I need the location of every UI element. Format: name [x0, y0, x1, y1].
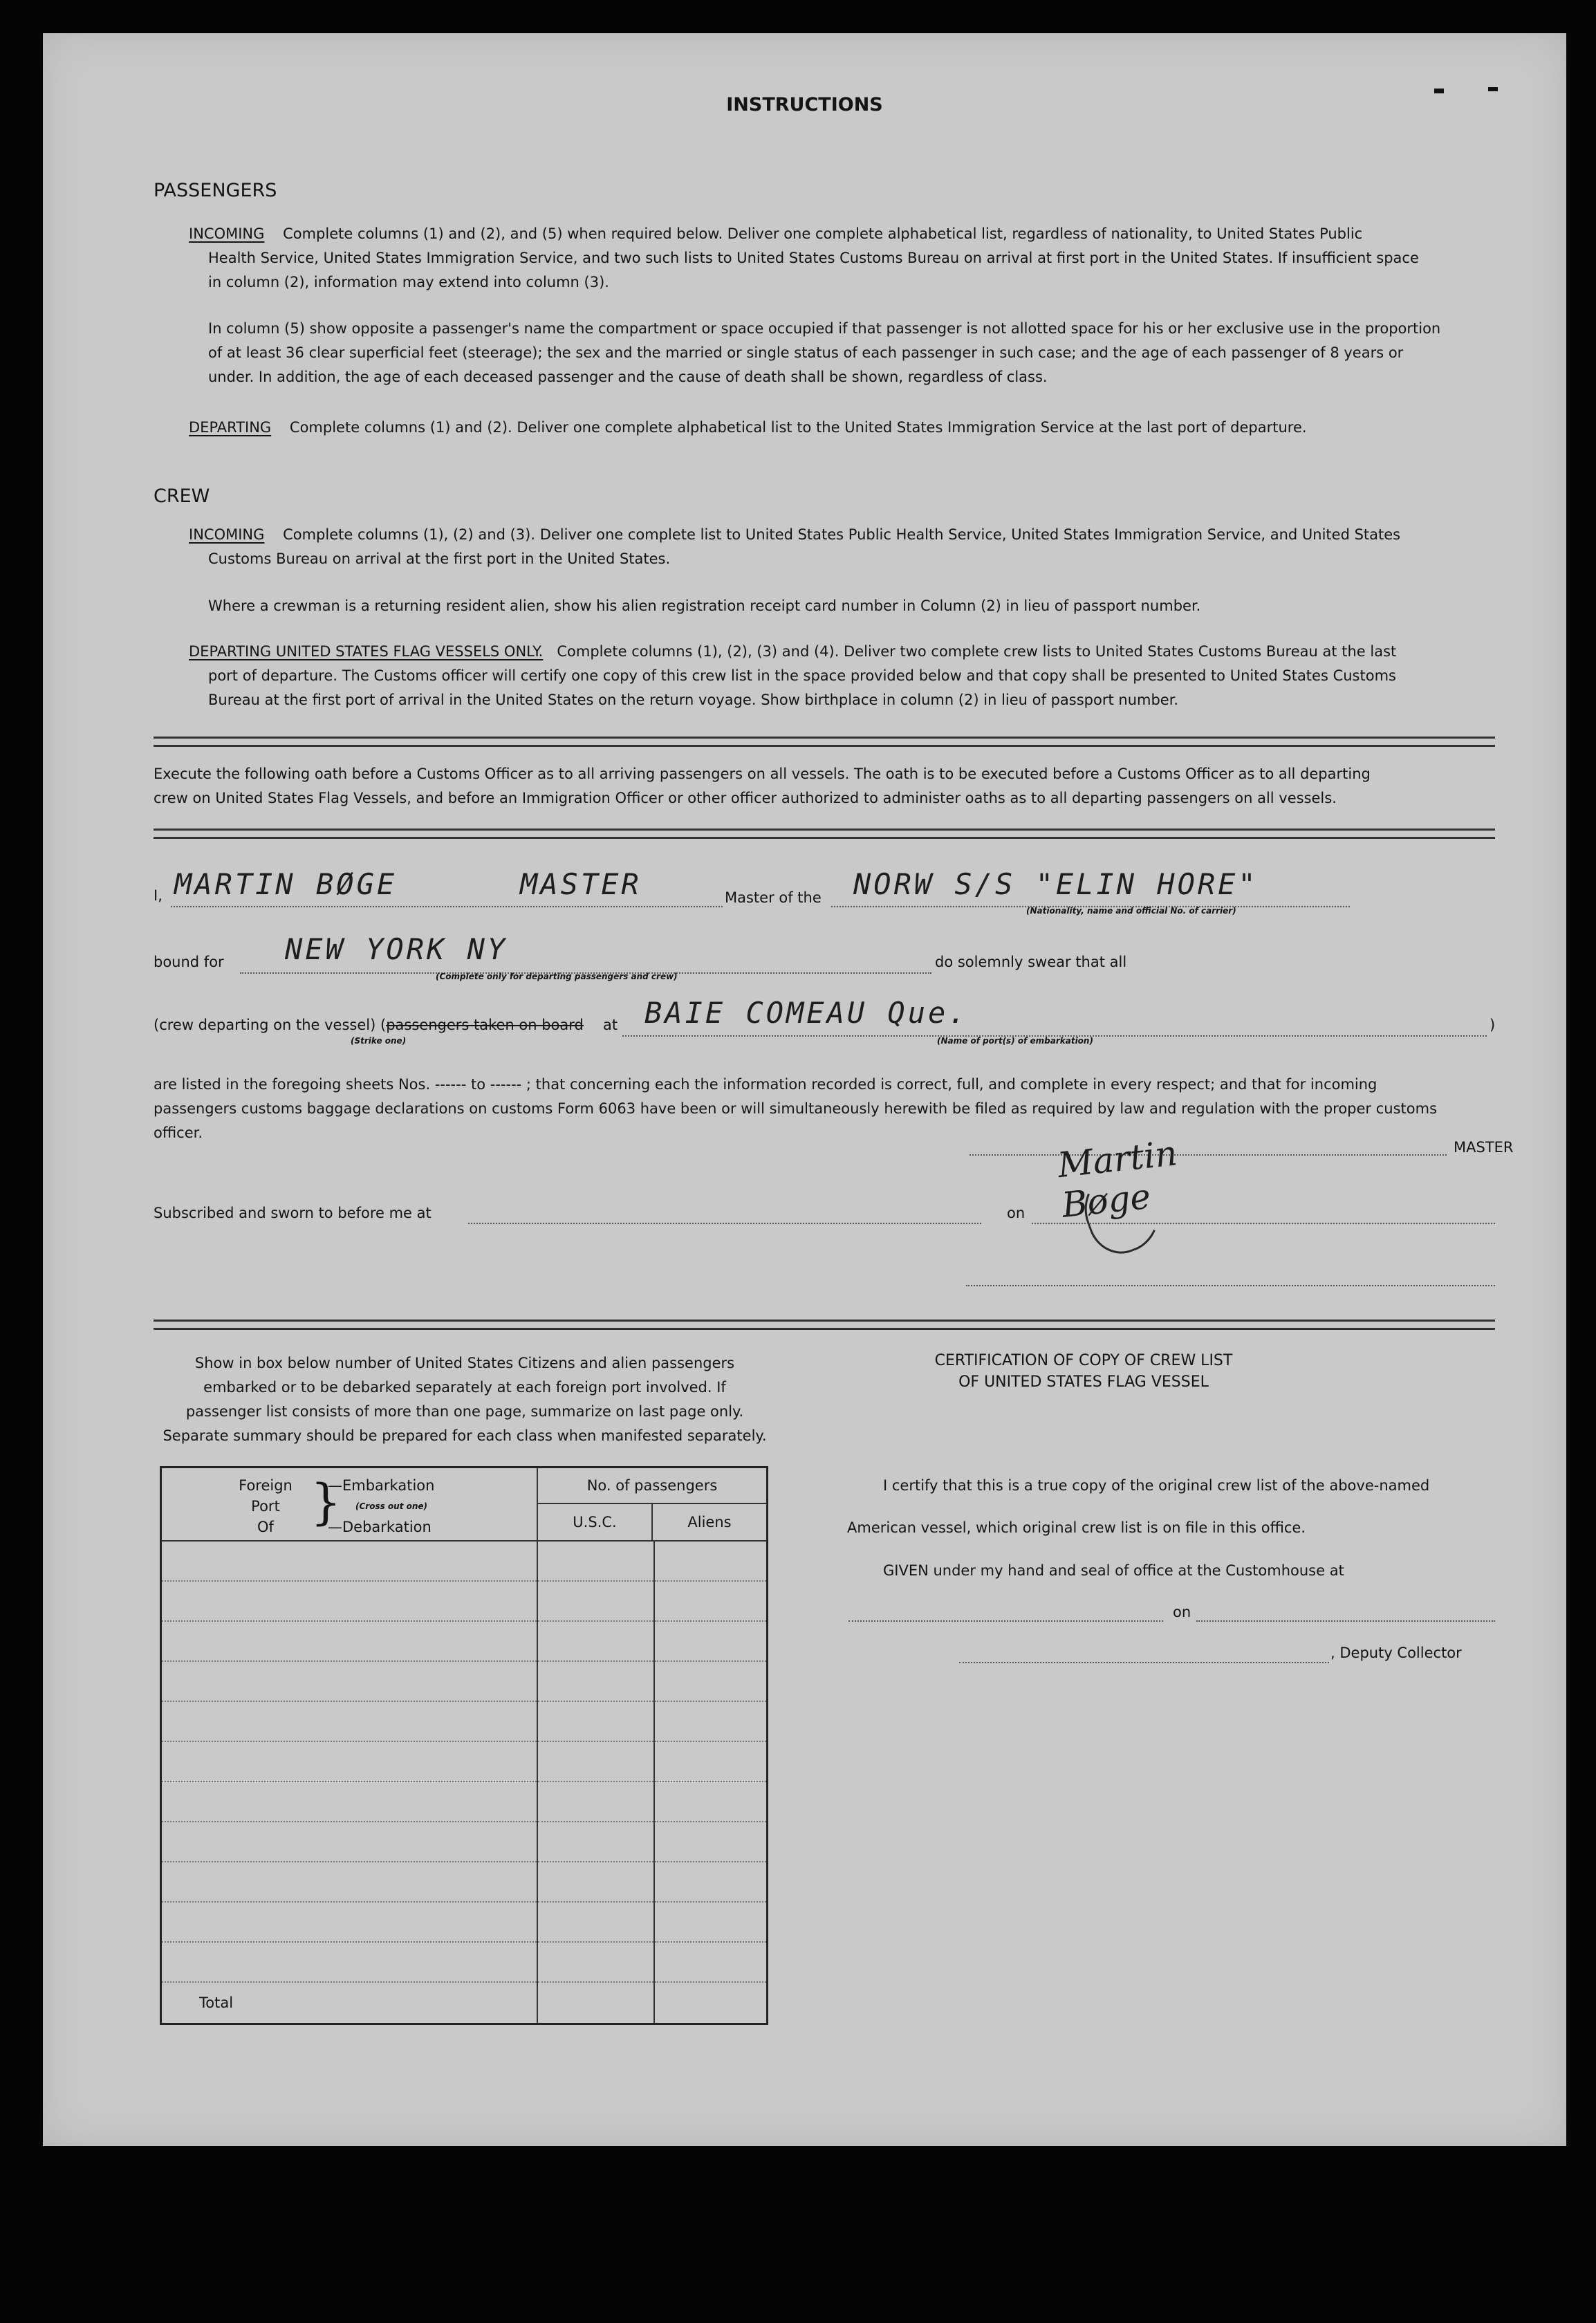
corner-mark [1488, 87, 1498, 91]
port-at-label: at [603, 1017, 618, 1033]
subscribed-on-label: on [1007, 1205, 1026, 1221]
col5-line: In column (5) show opposite a passenger's name the compartment or space occupied if that passenger is not allotted space for his or her exclusive use in the proportion [208, 320, 1441, 337]
form-sheet [43, 33, 1566, 2146]
col5-line: of at least 36 clear superficial feet (steerage); the sex and the married or single status of each passenger in such case; and the age of each passenger of 8 years or [208, 344, 1404, 361]
passengers-incoming-line: Health Service, United States Immigration Service, and two such lists to United States Customs Bureau on arrival at first port in the United States. If insufficient space [208, 250, 1419, 266]
passengers-col5-block [208, 317, 1496, 389]
listed-line: officer. [154, 1125, 203, 1141]
master-signature[interactable] [1055, 1129, 1260, 1268]
table-row[interactable] [161, 1862, 768, 1902]
col5-line: under. In addition, the age of each deceased passenger and the cause of death shall be shown, regardless of class. [208, 369, 1048, 385]
passengers-departing-line: DEPARTING Complete columns (1) and (2). Deliver one complete alphabetical list to the United States Immigration Service at the last port of departure. [189, 419, 1307, 436]
crew-departing-block [189, 640, 1496, 712]
oath-intro-line: crew on United States Flag Vessels, and before an Immigration Officer or other officer authorized to administer oaths as to all departing passengers on all vessels. [154, 790, 1337, 806]
summary-instr-line: passenger list consists of more than one page, summarize on last page only. [185, 1403, 744, 1420]
oath-intro [154, 762, 1495, 811]
double-rule [154, 1320, 1495, 1330]
bound-handwritten[interactable]: NEW YORK NY [285, 932, 508, 966]
certification-text-2: American vessel, which original crew list is on file in this office. [847, 1519, 1306, 1536]
vessel-handwritten[interactable]: NORW S/S "ELIN HORE" [853, 867, 1259, 901]
vessel-note: (Nationality, name and official No. of carrier) [1026, 906, 1236, 916]
table-row[interactable] [161, 1661, 768, 1701]
crew-incoming-block [189, 523, 1496, 571]
port-note: (Name of port(s) of embarkation) [937, 1036, 1093, 1046]
total-label: Total [199, 1994, 234, 2011]
crew-departing-label: DEPARTING UNITED STATES FLAG VESSELS ONLY. [189, 643, 544, 660]
oath-i-label: I, [154, 887, 163, 904]
deputy-sign-line[interactable] [959, 1660, 1329, 1663]
crew-departing-line: DEPARTING UNITED STATES FLAG VESSELS ONLY. Complete columns (1), (2), (3) and (4). Deliver two complete crew lists to United States Customs Bureau at the last [189, 643, 1397, 660]
bound-note: (Complete only for departing passengers and crew) [436, 972, 678, 981]
strike-note: (Strike one) [351, 1036, 407, 1046]
passenger-summary-table [160, 1466, 768, 2025]
master-title-handwritten[interactable]: MASTER [520, 867, 642, 901]
foreign-port-header: Foreign Port Of } —Embarkation (Cross out one) —Debarkation [161, 1468, 538, 1542]
master-of-label: Master of the [725, 889, 822, 906]
table-row[interactable] [161, 1581, 768, 1621]
subscribed-place-line[interactable] [468, 1221, 981, 1224]
crew-departing-line: Bureau at the first port of arrival in the United States on the return voyage. Show birthplace in column (2) in lieu of passport number. [208, 692, 1179, 708]
signature-text: Martin Bøge [1055, 1133, 1180, 1225]
table-row[interactable] [161, 1701, 768, 1741]
swear-text: do solemnly swear that all [935, 954, 1127, 970]
certification-on-label: on [1173, 1604, 1191, 1620]
table-row[interactable] [161, 1541, 768, 1581]
table-row[interactable] [161, 1741, 768, 1781]
crew-resident-line: Where a crewman is a returning resident alien, show his alien registration receipt card number in Column (2) in lieu of passport number. [208, 598, 1201, 614]
passengers-incoming-block [189, 222, 1496, 295]
listed-line: passengers customs baggage declarations on customs Form 6063 have been or will simultaneously herewith be filed as required by law and regulation with the proper customs [154, 1100, 1438, 1117]
table-row[interactable] [161, 1781, 768, 1822]
passengers-incoming-label: INCOMING [189, 225, 265, 242]
corner-mark [1434, 89, 1444, 93]
master-sign-label: MASTER [1454, 1139, 1514, 1156]
deputy-collector-label: , Deputy Collector [1330, 1645, 1462, 1661]
port-handwritten[interactable]: BAIE COMEAU Que. [644, 996, 969, 1030]
port-close-paren: ) [1490, 1017, 1496, 1033]
table-row[interactable] [161, 1822, 768, 1862]
table-row[interactable] [161, 1942, 768, 1982]
bound-label: bound for [154, 954, 224, 970]
sheet-from-blank[interactable]: ------ [434, 1076, 467, 1093]
sheet-to-blank[interactable]: ------ [490, 1076, 522, 1093]
crew-heading: CREW [154, 485, 210, 507]
oath-intro-line: Execute the following oath before a Customs Officer as to all arriving passengers on all vessels. The oath is to be executed before a Customs Officer as to all departing [154, 766, 1371, 782]
double-rule [154, 737, 1495, 747]
summary-instructions [154, 1351, 776, 1448]
crew-incoming-label: INCOMING [189, 526, 265, 543]
subscribed-date-line[interactable] [1032, 1221, 1495, 1224]
table-row[interactable] [161, 1902, 768, 1942]
passengers-heading: PASSENGERS [154, 180, 277, 201]
struck-passengers-text: passengers taken on board [386, 1017, 584, 1033]
certification-date-line[interactable] [1196, 1619, 1495, 1622]
summary-header-row [161, 1468, 768, 1542]
brace-icon: } [310, 1474, 342, 1530]
aliens-header: Aliens [687, 1514, 732, 1530]
crew-strike-line: (crew departing on the vessel) (passengers taken on board [154, 1017, 584, 1033]
usc-header: U.S.C. [538, 1504, 653, 1540]
master-name-handwritten[interactable]: MARTIN BØGE [174, 867, 398, 901]
summary-instr-line: Separate summary should be prepared for each class when manifested separately. [163, 1427, 767, 1444]
master-name-line [171, 905, 723, 907]
crew-departing-line: port of departure. The Customs officer will certify one copy of this crew list in the space provided below and that copy shall be presented to United States Customs [208, 667, 1396, 684]
table-row[interactable] [161, 1621, 768, 1661]
certification-title: CERTIFICATION OF COPY OF CREW LIST OF UNITED STATES FLAG VESSEL [934, 1352, 1233, 1391]
crew-incoming-line: INCOMING Complete columns (1), (2) and (3). Deliver one complete list to United States Public Health Service, United States Immigration Service, and United States [189, 526, 1401, 543]
summary-instr-line: Show in box below number of United States Citizens and alien passengers [194, 1355, 735, 1371]
passengers-incoming-line: INCOMING Complete columns (1) and (2), and (5) when required below. Deliver one complete alphabetical list, regardless of nationality, to United States Public [189, 225, 1363, 242]
certification-given: GIVEN under my hand and seal of office at the Customhouse at [883, 1562, 1344, 1579]
customhouse-line[interactable] [848, 1619, 1163, 1622]
subscribed-label: Subscribed and sworn to before me at [154, 1205, 432, 1221]
summary-instr-line: embarked or to be debarked separately at each foreign port involved. If [203, 1379, 726, 1396]
double-rule [154, 829, 1495, 839]
no-passengers-header: No. of passengers U.S.C. Aliens [537, 1468, 768, 1542]
listed-block [154, 1073, 1495, 1145]
passengers-incoming-line: in column (2), information may extend into column (3). [208, 274, 609, 290]
passengers-departing-label: DEPARTING [189, 419, 272, 436]
total-row[interactable] [161, 1982, 768, 2024]
crew-incoming-line: Customs Bureau on arrival at the first port in the United States. [208, 550, 671, 567]
officer-sign-line[interactable] [966, 1284, 1495, 1286]
certification-text-1: I certify that this is a true copy of the original crew list of the above-named [883, 1477, 1430, 1494]
page-title: INSTRUCTIONS [726, 94, 883, 115]
listed-line: are listed in the foregoing sheets Nos. ------ to ------ ; that concerning each the information recorded is correct, full, and complete in every respect; and that for incoming [154, 1076, 1377, 1093]
